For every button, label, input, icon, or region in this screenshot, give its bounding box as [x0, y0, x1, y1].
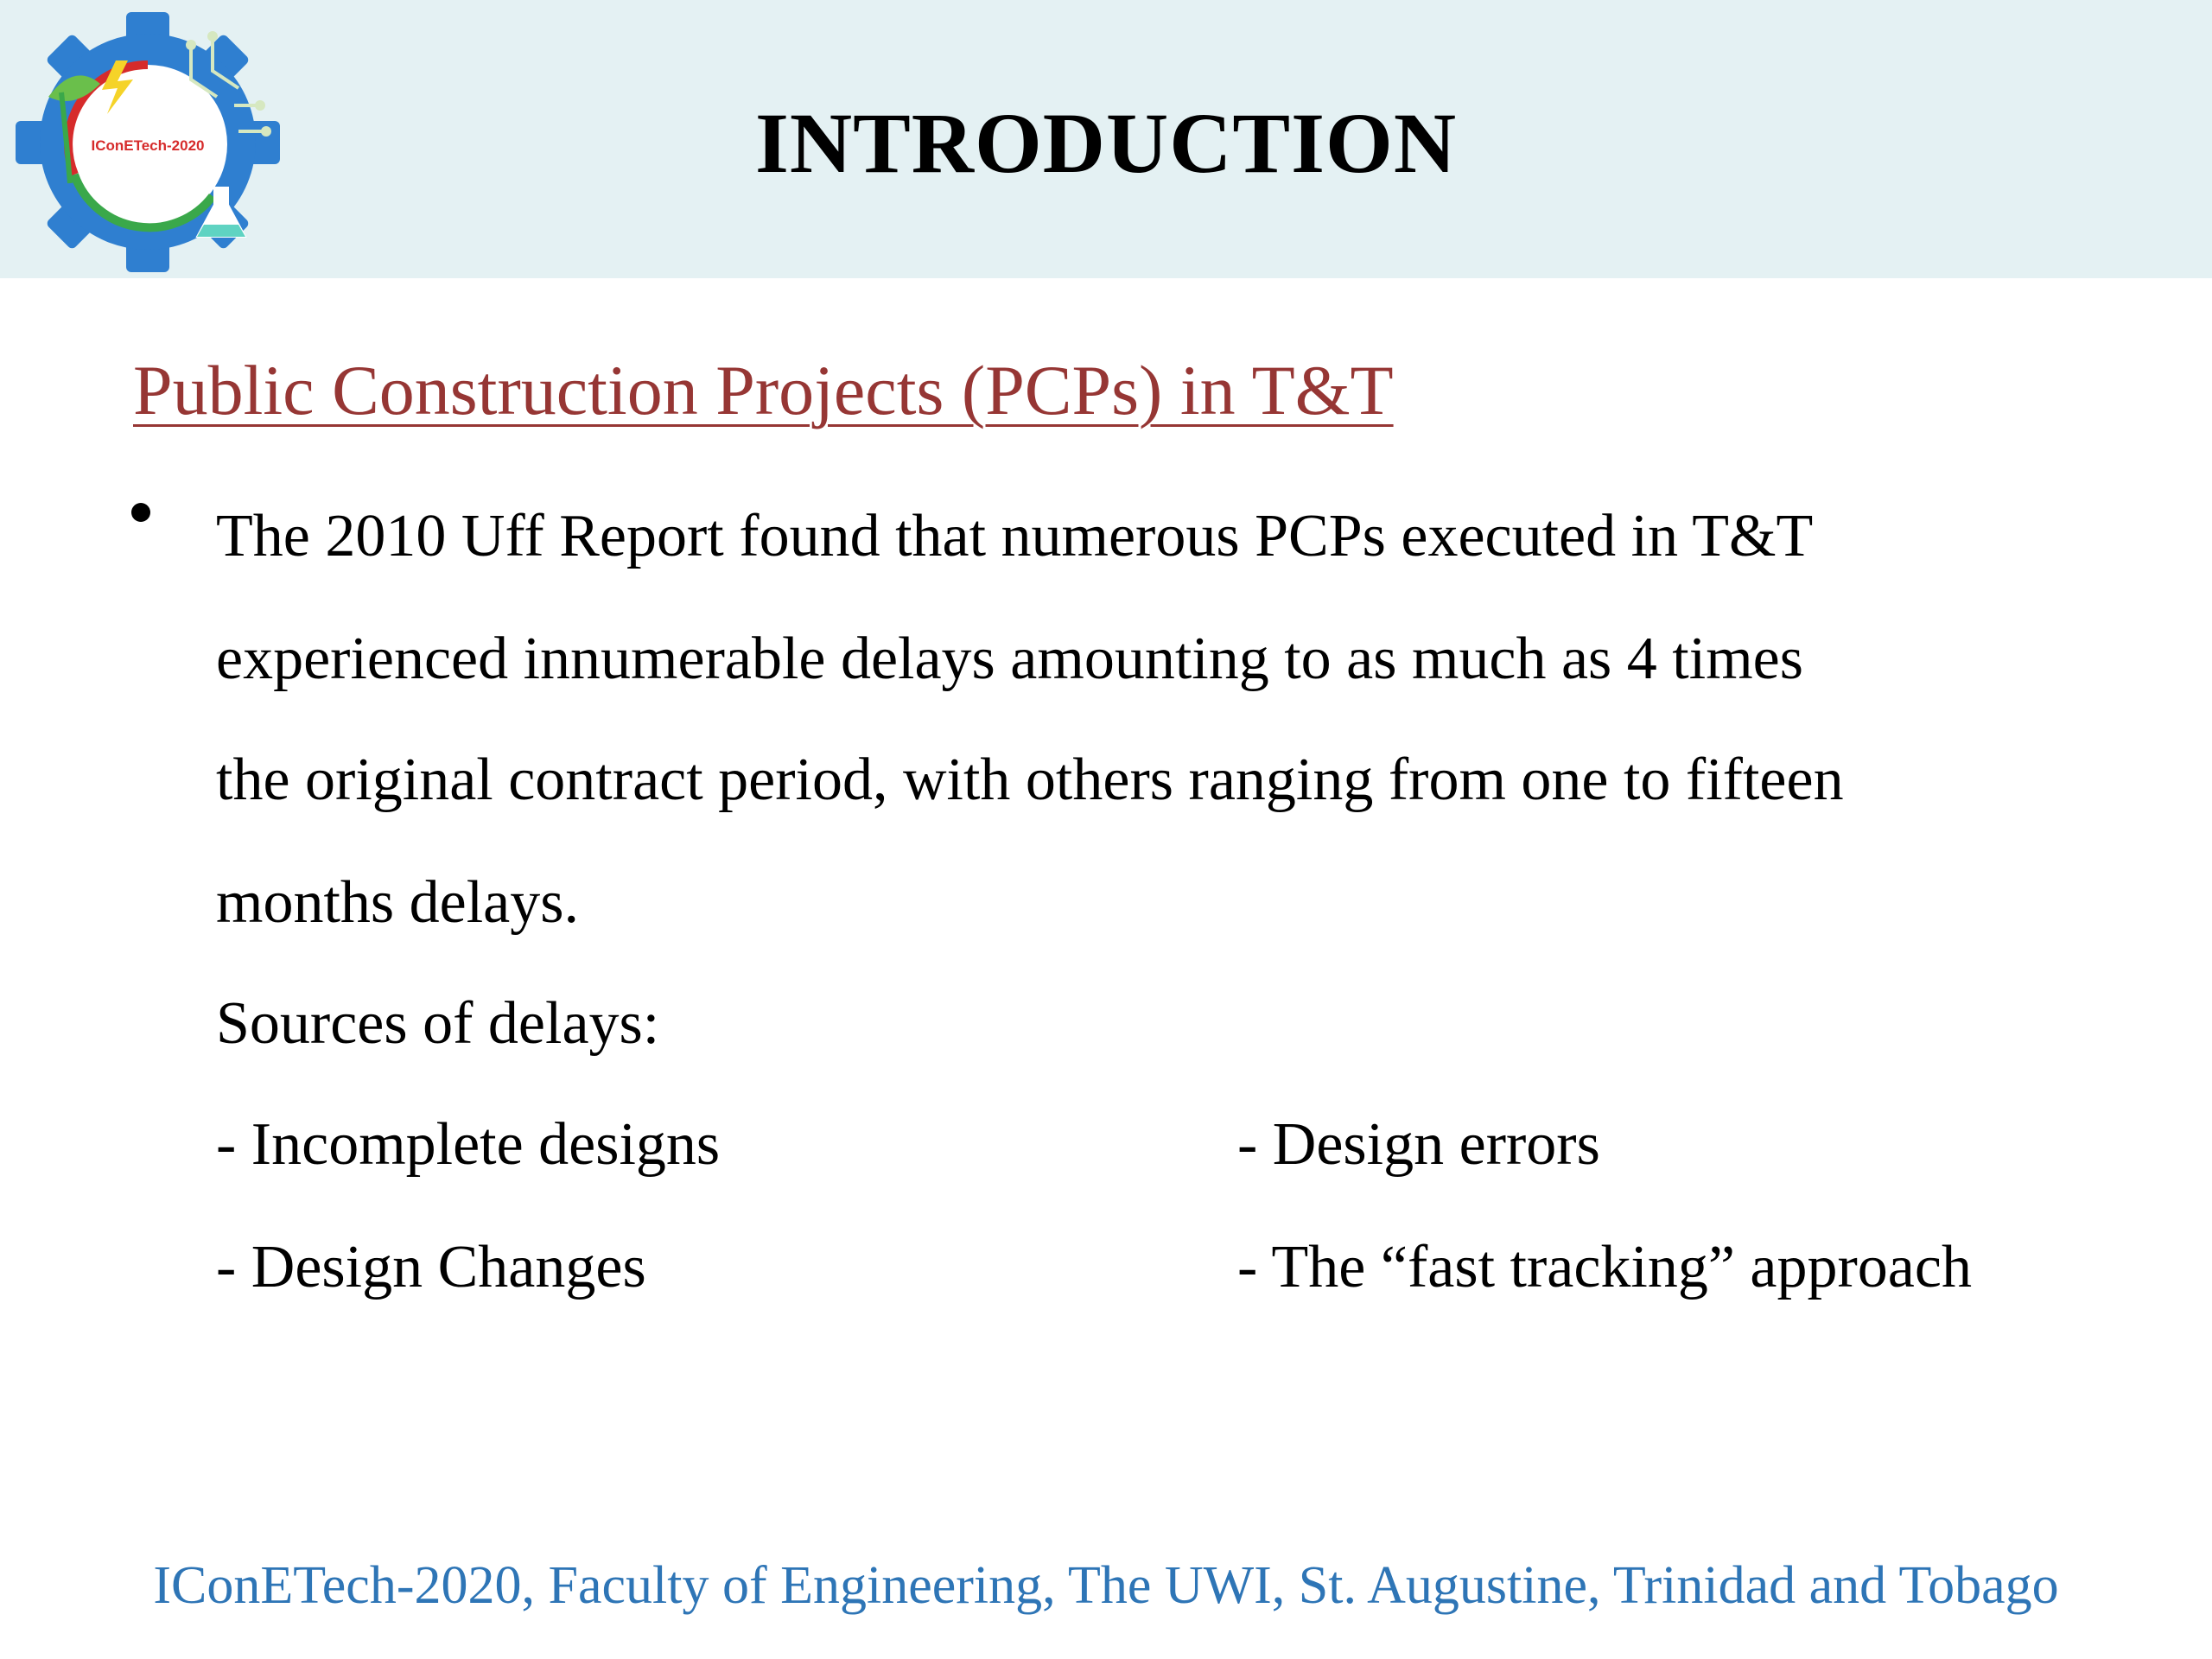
slide-title: [0, 93, 2212, 193]
source-item: - Incomplete designs: [216, 1111, 721, 1178]
sources-heading: Sources of delays:: [216, 990, 660, 1057]
bullet-icon: [131, 503, 150, 522]
bullet-line: the original contract period, with others ranging from one to fifteen: [216, 747, 1844, 813]
bullet-line: The 2010 Uff Report found that numerous PCPs executed in T&T: [216, 503, 1814, 569]
bullet-line: experienced innumerable delays amounting to as much as 4 times: [216, 626, 1803, 692]
section-subtitle: Public Construction Projects (PCPs) in T&T: [133, 351, 1394, 429]
source-item: - The “fast tracking” approach: [1237, 1234, 1972, 1300]
logo-text: IConETech-2020: [91, 137, 205, 154]
bullet-line: months delays.: [216, 869, 579, 936]
source-item: - Design errors: [1237, 1111, 1600, 1178]
slide-title-text: INTRODUCTION: [754, 95, 1458, 191]
source-item: - Design Changes: [216, 1234, 646, 1300]
footer-text: IConETech-2020, Faculty of Engineering, The UWI, St. Augustine, Trinidad and Tobago: [153, 1556, 2059, 1615]
